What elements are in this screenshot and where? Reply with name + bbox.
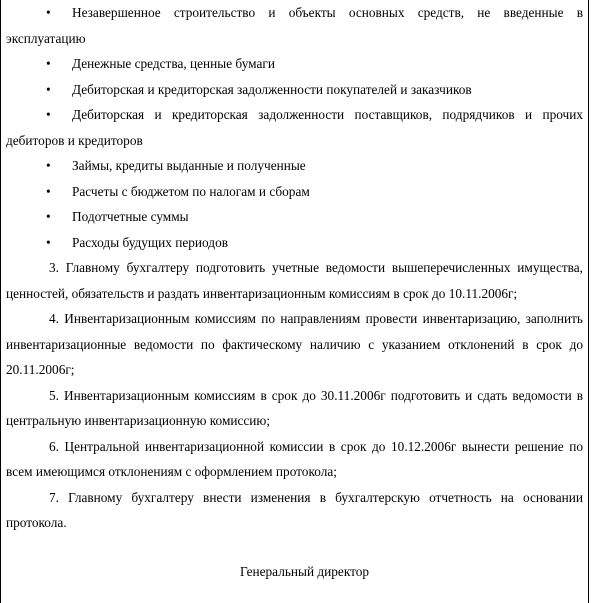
list-item-text: Дебиторская и кредиторская задолженности поставщиков, подрядчиков и прочих дебиторов и кредиторов bbox=[6, 107, 583, 148]
list-item bbox=[6, 153, 583, 179]
list-item-text: Займы, кредиты выданные и полученные bbox=[72, 158, 306, 173]
bullet-icon: • bbox=[46, 56, 51, 71]
list-item-text: Дебиторская и кредиторская задолженности покупателей и заказчиков bbox=[72, 81, 472, 97]
paragraph-item-4: 4. Инвентаризационным комиссиям по направлениям провести инвентаризацию, заполнить инвентаризационные ведомости по фактическому наличию с указанием отклонений в срок до 20.11.2006г; bbox=[6, 311, 583, 377]
list-item bbox=[6, 51, 583, 77]
bullet-icon: • bbox=[46, 234, 51, 250]
bullet-icon: • bbox=[46, 183, 51, 199]
list-item bbox=[6, 102, 583, 153]
list-item bbox=[6, 230, 583, 256]
list-item bbox=[6, 77, 583, 103]
spacer bbox=[6, 536, 583, 559]
signature-title: Генеральный директор bbox=[239, 563, 370, 579]
list-item-text: Расчеты с бюджетом по налогам и сборам bbox=[72, 183, 310, 199]
list-item-text: Подотчетные суммы bbox=[72, 209, 189, 224]
bullet-icon: • bbox=[46, 107, 51, 122]
paragraph-item-5: 5. Инвентаризационным комиссиям в срок до 30.11.2006г подготовить и сдать ведомости в центральную инвентаризационную комиссию; bbox=[6, 387, 583, 428]
bullet-icon: • bbox=[46, 81, 51, 97]
list-item-text: Денежные средства, ценные бумаги bbox=[72, 56, 275, 71]
list-item bbox=[6, 204, 583, 230]
list-item bbox=[6, 179, 583, 205]
paragraph-item-7: 7. Главному бухгалтеру внести изменения в бухгалтерскую отчетность на основании протокола. bbox=[6, 489, 583, 530]
list-item bbox=[6, 0, 583, 51]
bullet-icon: • bbox=[46, 209, 51, 224]
list-item-text: Незавершенное строительство и объекты основных средств, не введенные в эксплуатацию bbox=[6, 5, 583, 46]
list-item-text: Расходы будущих периодов bbox=[72, 234, 229, 250]
paragraph-item-3: 3. Главному бухгалтеру подготовить учетные ведомости вышеперечисленных имущества, ценностей, обязательств и раздать инвентаризационным комиссиям в срок до 10.11.2006г; bbox=[6, 260, 583, 301]
bullet-icon: • bbox=[46, 158, 51, 173]
paragraph-item-6: 6. Центральной инвентаризационной комиссии в срок до 10.12.2006г вынести решение по всем имеющимся отклонениям с оформлением протокола; bbox=[6, 438, 583, 479]
bullet-icon: • bbox=[46, 5, 51, 20]
